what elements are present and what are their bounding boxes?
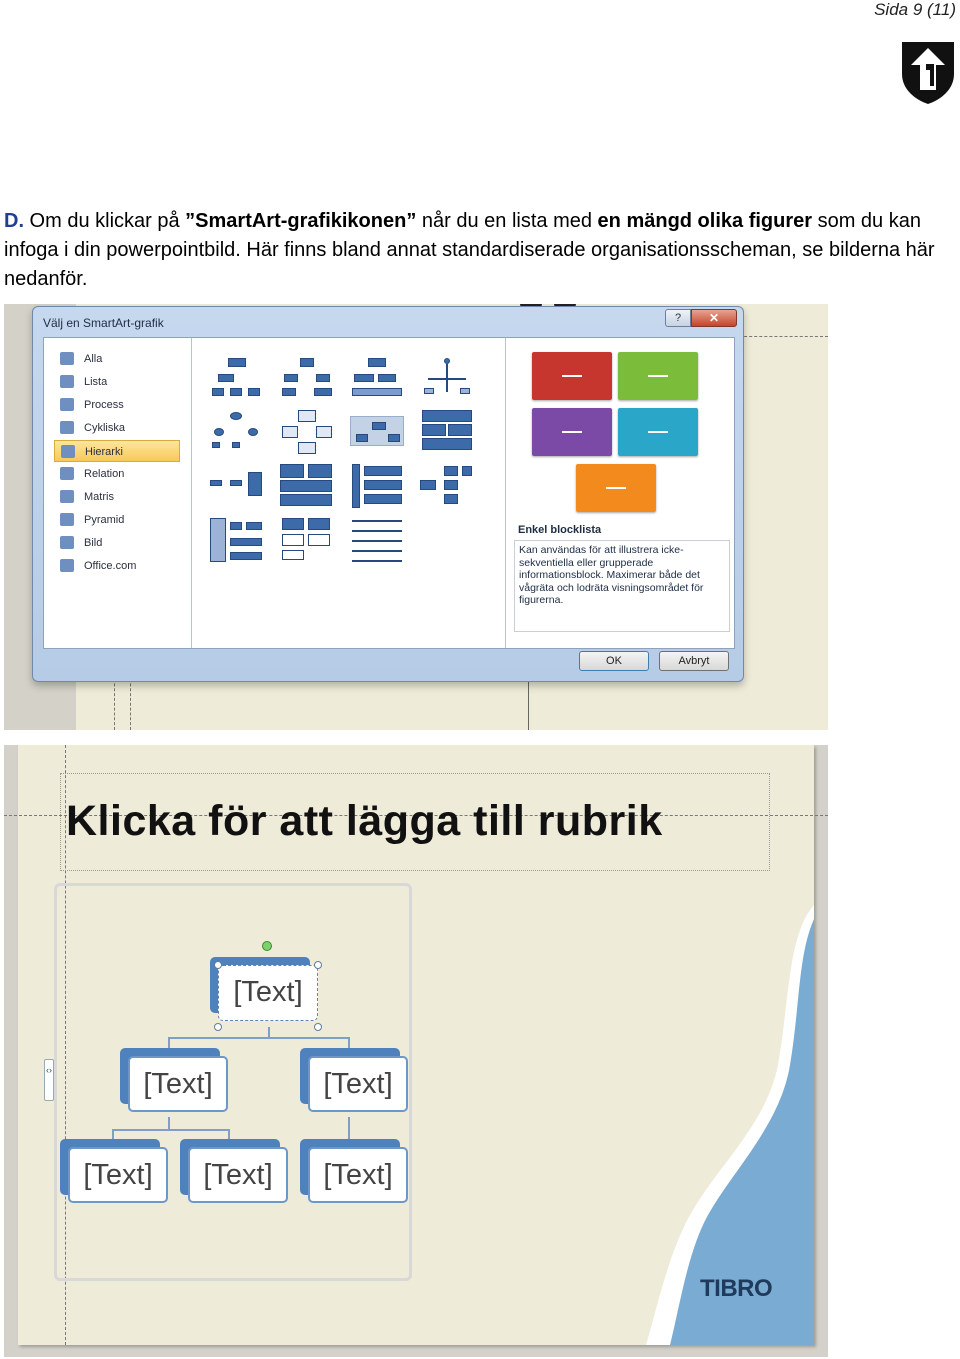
guide-line xyxy=(734,336,828,337)
intro-text-3: som du kan infoga i din powerpointbild. Här finns bland annat standardiserade organisationsscheman, se bilderna här nedanför. xyxy=(4,210,935,290)
list-icon xyxy=(60,375,74,388)
preview-block-blue xyxy=(618,408,698,456)
layout-thumbnail[interactable] xyxy=(418,462,476,510)
rotate-handle[interactable] xyxy=(262,941,272,951)
layout-thumbnail[interactable] xyxy=(348,516,406,564)
resize-handle[interactable] xyxy=(314,1023,322,1031)
municipality-crest-icon xyxy=(900,40,956,106)
category-pyramid[interactable]: Pyramid xyxy=(54,509,180,531)
layout-thumbnail[interactable] xyxy=(278,354,336,402)
relation-icon xyxy=(60,467,74,480)
process-icon xyxy=(60,398,74,411)
matrix-icon xyxy=(60,490,74,503)
section-label: D. xyxy=(4,210,24,232)
layout-thumbnail[interactable] xyxy=(208,354,266,402)
preview-block-orange xyxy=(576,464,656,512)
org-node-top[interactable]: [Text] xyxy=(210,957,320,1021)
resize-handle[interactable] xyxy=(214,1023,222,1031)
org-node-level3-3[interactable]: [Text] xyxy=(300,1139,410,1203)
preview-block-red xyxy=(532,352,612,400)
category-office-com[interactable]: Office.com xyxy=(54,555,180,577)
dialog-window-buttons xyxy=(665,309,737,327)
preview-title: Enkel blocklista xyxy=(518,524,602,536)
layout-thumbnail[interactable] xyxy=(208,408,266,456)
slide-edge-line xyxy=(528,674,529,730)
preview-block-green xyxy=(618,352,698,400)
category-list xyxy=(44,338,192,648)
org-connector xyxy=(348,1117,350,1141)
category-hierarchy[interactable]: Hierarki xyxy=(54,440,180,462)
pyramid-icon xyxy=(60,513,74,526)
layout-thumbnail[interactable] xyxy=(348,408,406,456)
layout-thumbnail[interactable] xyxy=(208,516,266,564)
slide xyxy=(18,745,814,1345)
org-node-level3-1[interactable]: [Text] xyxy=(60,1139,170,1203)
globe-icon xyxy=(60,559,74,572)
intro-paragraph xyxy=(4,207,954,294)
smartart-dialog-screenshot xyxy=(4,304,828,730)
layout-gallery xyxy=(194,338,506,648)
dialog-title: Välj en SmartArt-grafik xyxy=(43,316,164,330)
org-node-level2-left[interactable]: [Text] xyxy=(120,1048,230,1112)
intro-text-1: Om du klickar på xyxy=(24,210,186,232)
category-matrix[interactable]: Matris xyxy=(54,486,180,508)
all-icon xyxy=(60,352,74,365)
category-relation[interactable]: Relation xyxy=(54,463,180,485)
intro-bold-1: ”SmartArt-grafikikonen” xyxy=(185,210,417,232)
layout-thumbnail[interactable] xyxy=(278,462,336,510)
layout-thumbnail[interactable] xyxy=(278,516,336,564)
close-button[interactable]: ✕ xyxy=(691,309,737,327)
category-all[interactable]: Alla xyxy=(54,348,180,370)
page-number: Sida 9 (11) xyxy=(874,0,956,19)
category-process[interactable]: Process xyxy=(54,394,180,416)
category-list-item[interactable]: Lista xyxy=(54,371,180,393)
preview-block-purple xyxy=(532,408,612,456)
text-pane-toggle[interactable]: ‹› xyxy=(44,1059,54,1101)
category-picture[interactable]: Bild xyxy=(54,532,180,554)
intro-bold-2: en mängd olika figurer xyxy=(597,210,813,232)
layout-thumbnail[interactable] xyxy=(278,408,336,456)
intro-text-2: når du en lista med xyxy=(416,210,598,232)
org-connector xyxy=(168,1037,350,1039)
help-button[interactable]: ? xyxy=(665,309,691,327)
smartart-dialog xyxy=(32,306,744,682)
ok-button[interactable]: OK xyxy=(579,651,649,671)
slide-screenshot xyxy=(4,745,828,1357)
tibro-logo: TIBRO xyxy=(700,1275,773,1302)
cycle-icon xyxy=(60,421,74,434)
slide-title[interactable]: Klicka för att lägga till rubrik xyxy=(66,797,663,845)
layout-thumbnail[interactable] xyxy=(208,462,266,510)
resize-handle[interactable] xyxy=(214,961,222,969)
resize-handle[interactable] xyxy=(314,961,322,969)
picture-icon xyxy=(60,536,74,549)
preview-description: Kan användas för att illustrera icke-sekventiella eller grupperade informationsblock. Maximerar både det vågräta och lodräta visningsområdet för figurerna. xyxy=(514,540,730,632)
layout-thumbnail[interactable] xyxy=(348,462,406,510)
cancel-button[interactable]: Avbryt xyxy=(659,651,729,671)
layout-thumbnail[interactable] xyxy=(418,408,476,456)
org-node-level3-2[interactable]: [Text] xyxy=(180,1139,290,1203)
category-cycle[interactable]: Cykliska xyxy=(54,417,180,439)
org-node-level2-right[interactable]: [Text] xyxy=(300,1048,410,1112)
layout-thumbnail[interactable] xyxy=(418,354,476,402)
layout-thumbnail[interactable] xyxy=(348,354,406,402)
hierarchy-icon xyxy=(61,445,75,458)
org-connector xyxy=(112,1129,230,1131)
layout-preview xyxy=(508,338,734,648)
dialog-content xyxy=(43,337,735,649)
